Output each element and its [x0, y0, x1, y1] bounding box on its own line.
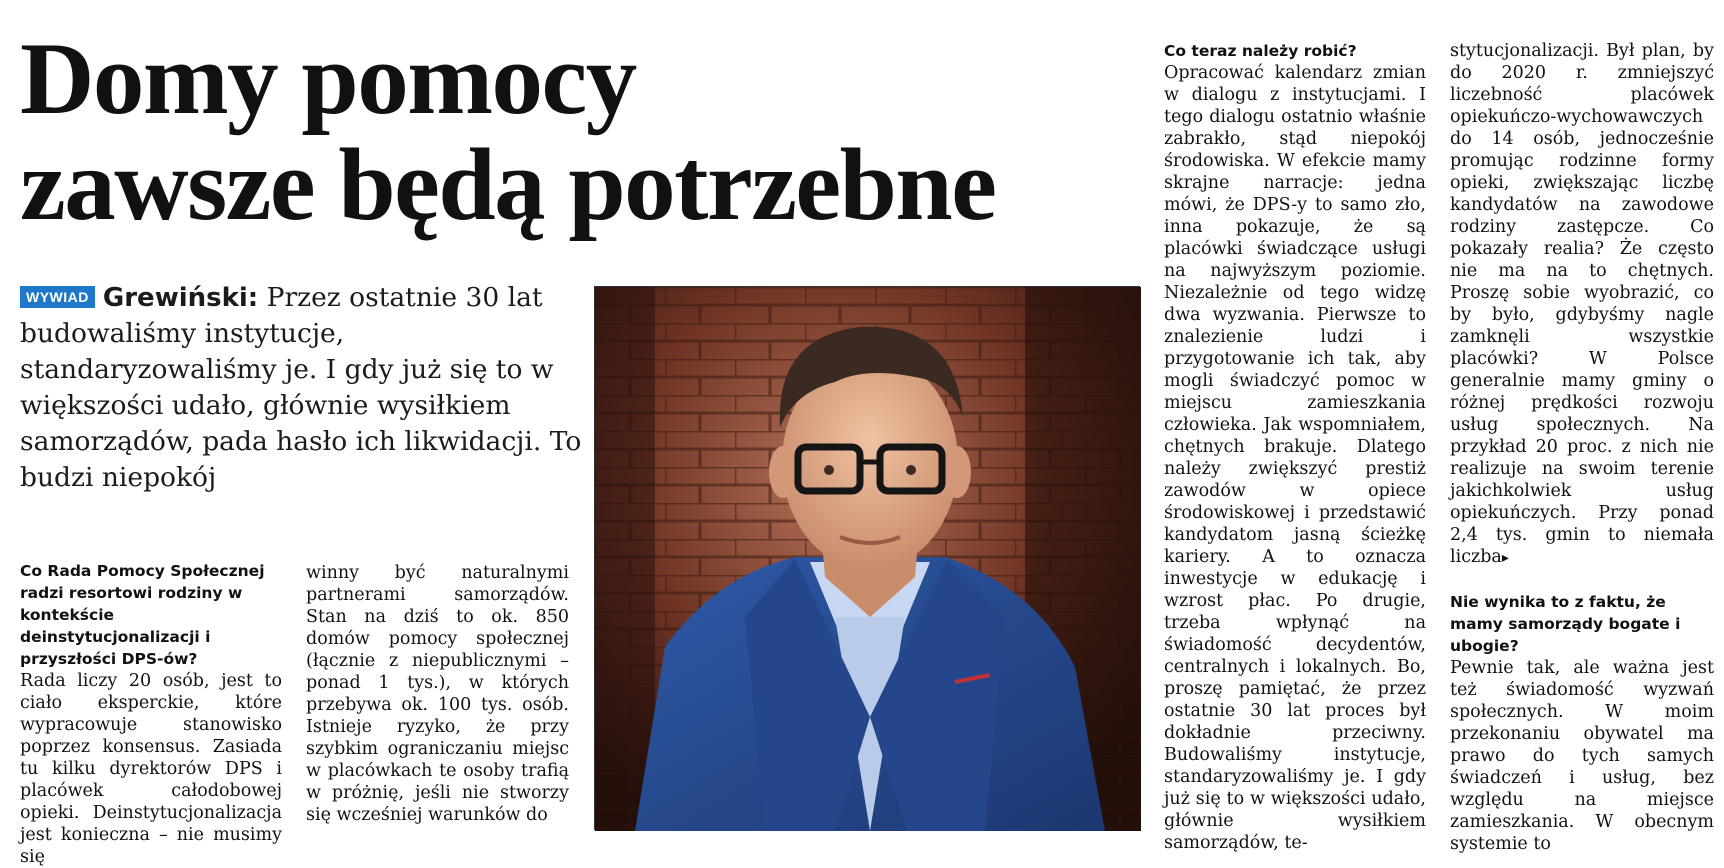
interview-answer: Opracować kalendarz zmian w dialogu z instytucjami. I tego dialogu ostatnio właśnie zabrakło, stąd niepokój środowiska. W efekcie mamy skrajne narracje: jedna mówi, że DPS-y to samo zło, inna pokazuje, że są placówki świadczące usługi na najwyższym poziomie. Niezależnie od tego widzę dwa wyzwania. Pierwsze to znalezienie ludzi i przygotowanie ich tak, aby mogli świadczyć pomoc w miejscu zamieszkania człowieka. Jak wspomniałem, chętnych brakuje. Dlatego należy zwiększyć prestiż zawodów w opiece środowiskowej i przedstawić kandydatom jasną ścieżkę kariery. A to oznacza inwestycje w edukację i wzrost płac. Po drugie, trzeba wpłynąć na świadomość decydentów, centralnych i lokalnych. Bo, proszę pamiętać, że przez ostatnie 30 lat proces był dokładnie przeciwny. Budowaliśmy instytucje, standaryzowaliśmy je. I gdy już się to w większości udało, głównie wysiłkiem samorządów, te- — [1164, 63, 1426, 853]
portrait-photo — [594, 286, 1140, 830]
section-tag: WYWIAD — [20, 286, 95, 308]
column-text: stytucjonalizacji. Był plan, by do 2020 r. zmniejszyć liczebność placówek opiekuńczo-wychowawczych do 14 osób, jednocześnie promując rodzinne formy opieki, zwiększając liczbę kandydatów na zawodowe rodziny zastępcze. Co pokazały realia? Że często nie ma na to chętnych. Proszę sobie wyobrazić, co by było, gdybyśmy nagle zamknęli wszystkie placówki? W Polsce generalnie mamy gminy o różnej prędkości rozwoju usług społecznych. Na przykład 20 proc. z nich nie realizuje na swoim terenie jakichkolwiek usług opiekuńczych. Przy ponad 2,4 tys. gmin to niemała liczba — [1450, 41, 1714, 567]
interview-question: Co teraz należy robić? — [1164, 42, 1357, 60]
headline-line-2: zawsze będą potrzebne — [20, 128, 996, 242]
interview-question: Nie wynika to z faktu, że mamy samorządy bogate i ubogie? — [1450, 593, 1681, 655]
headline-line-1: Domy pomocy — [20, 22, 636, 136]
text-column-2 — [306, 562, 569, 844]
lead-text: Przez ostatnie 30 lat budowaliśmy instytucje, standaryzowaliśmy je. I gdy już się to w większości udało, głównie wysiłkiem samorządów, pada hasło ich likwidacji. To budzi niepokój — [20, 282, 582, 493]
interview-answer: Pewnie tak, ale ważna jest też świadomość wyzwań społecznych. W moim przekonaniu obywatel ma prawo do tych samych świadczeń i usług, bez względu na miejsce zamieszkania. W obecnym systemie to — [1450, 658, 1714, 854]
article-lead — [20, 280, 590, 496]
interview-answer-continued — [1450, 40, 1714, 569]
text-column-1 — [20, 560, 282, 867]
text-column-4 — [1450, 40, 1714, 854]
text-column-3 — [1164, 40, 1426, 853]
portrait-illustration — [595, 287, 1141, 831]
lead-speaker-name: Grewiński: — [102, 283, 259, 313]
interview-answer: Rada liczy 20 osób, jest to ciało eksperckie, które wypracowuje stanowisko poprzez konsensus. Zasiada tu kilku dyrektorów DPS i placówek całodobowej opieki. Deinstytucjonalizacja jest konieczna – nie musimy się — [20, 671, 282, 867]
end-mark: ▸ — [1501, 550, 1509, 566]
interview-question: Co Rada Pomocy Społecznej radzi resortowi rodziny w kontekście deinstytucjonalizacji i przyszłości DPS-ów? — [20, 562, 265, 668]
interview-answer-continued: winny być naturalnymi partnerami samorządów. Stan na dziś to ok. 850 domów pomocy społecznej (łącznie z niepublicznymi – ponad 1 tys.), w których przebywa ok. 100 tys. osób. Istnieje ryzyko, że przy szybkim ograniczaniu miejsc w placówkach te osoby trafią w próżnię, jeśli nie stworzy się wcześniej warunków do — [306, 563, 569, 825]
article-headline — [20, 22, 1140, 242]
